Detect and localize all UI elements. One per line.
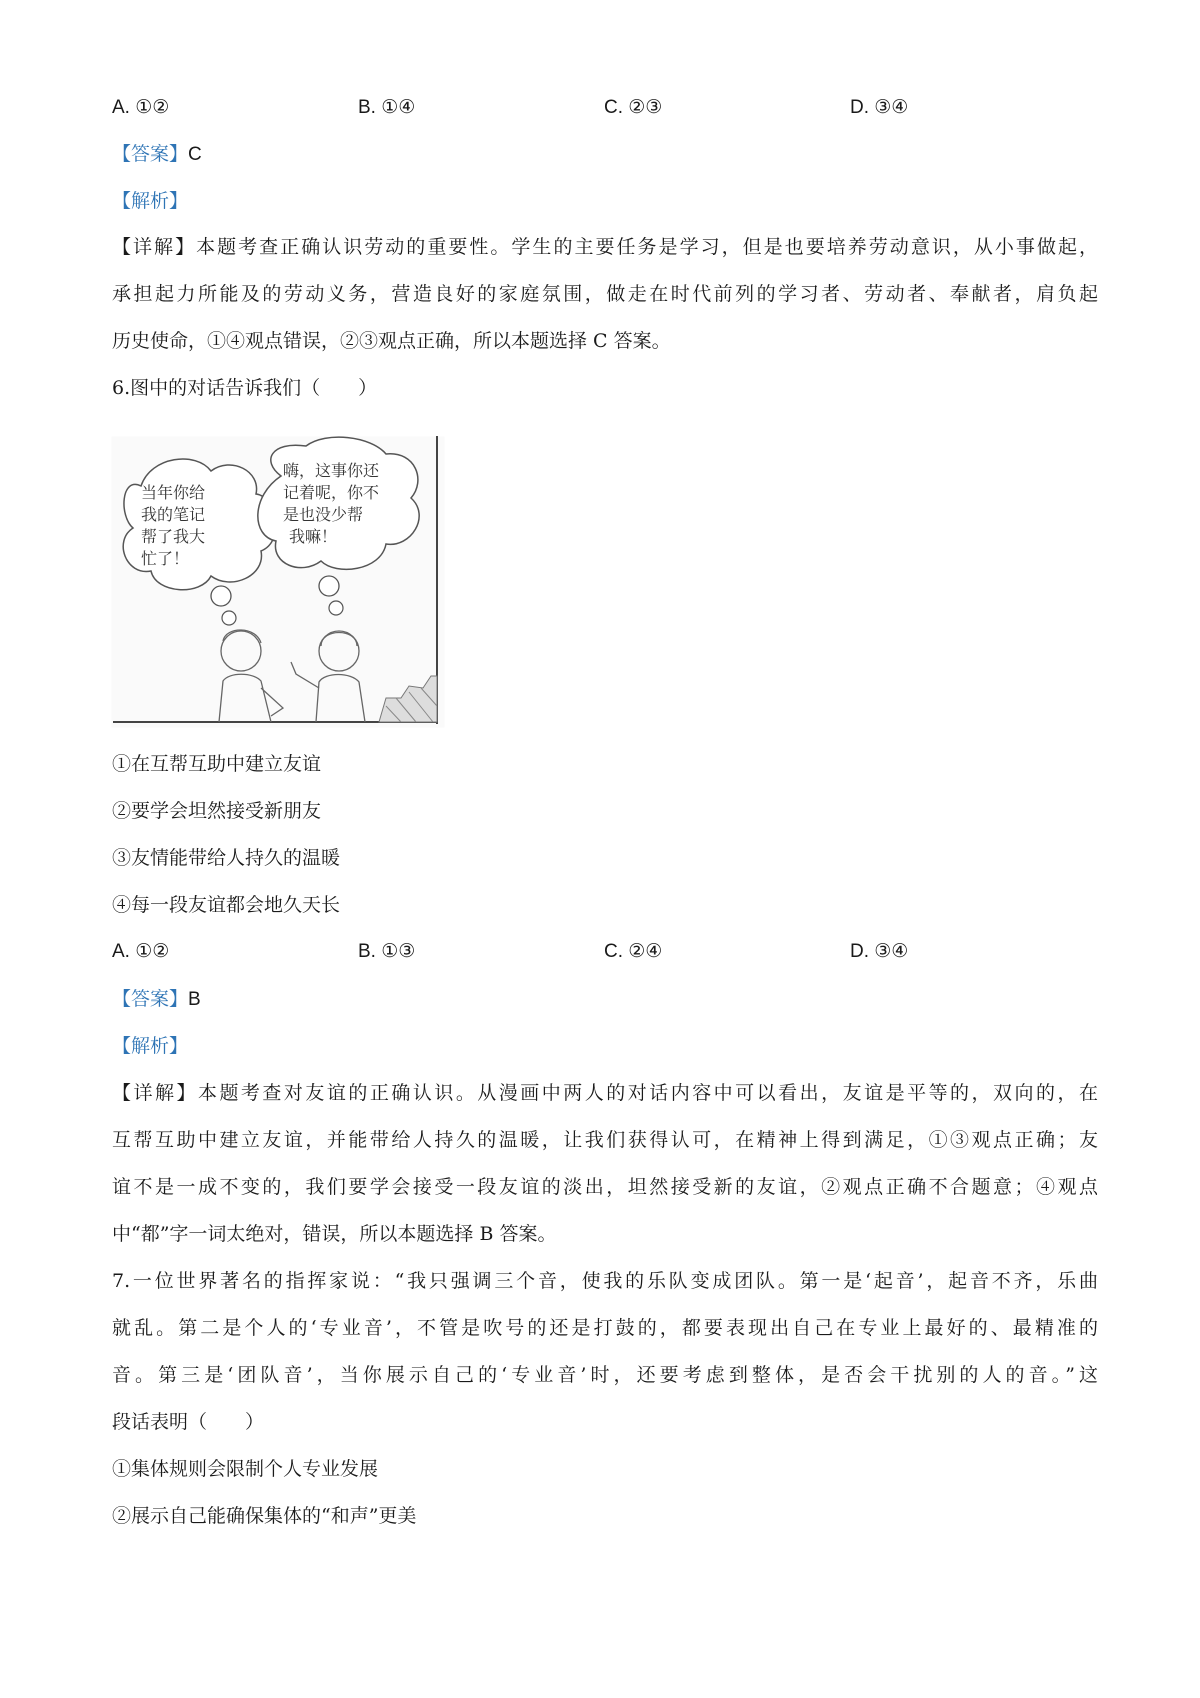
answer-label: 【答案】 [112,988,189,1010]
q5-detail-line-1: 【详解】本题考查正确认识劳动的重要性。学生的主要任务是学习，但是也要培养劳动意识，从小事做起， [112,236,1098,258]
q5-detail-line-2: 承担起力所能及的劳动义务，营造良好的家庭氛围，做走在时代前列的学习者、劳动者、奉献者，肩负起 [112,283,1098,305]
q5-analysis-label: 【解析】 [112,190,189,212]
q6-answer [112,987,201,1012]
q7-statement-2: ②展示自己能确保集体的“和声”更美 [112,1505,417,1527]
q5-option-c: C. ②③ [604,97,663,118]
q7-stem-line-1: 7.一位世界著名的指挥家说：“我只强调三个音，使我的乐队变成团队。第一是‘起音’，起音不齐，乐曲 [112,1270,1098,1292]
left-bubble-line-3: 帮了我大 [141,527,206,546]
left-bubble-line-1: 当年你给 [141,483,206,502]
q5-detail-line-3: 历史使命，①④观点错误，②③观点正确，所以本题选择 C 答案。 [112,330,671,352]
answer-label: 【答案】 [112,143,189,165]
q6-detail-line-4: 中“都”字一词太绝对，错误，所以本题选择 B 答案。 [112,1223,557,1245]
q6-stem: 6.图中的对话告诉我们（ ） [112,377,378,399]
q6-option-c: C. ②④ [604,941,663,962]
left-bubble-line-2: 我的笔记 [141,505,206,524]
q6-detail-line-2: 互帮互助中建立友谊，并能带给人持久的温暖，让我们获得认可，在精神上得到满足，①③观点正确；友 [112,1129,1098,1151]
right-bubble-line-2: 记着呢，你不 [283,483,380,502]
q6-option-d: D. ③④ [850,941,909,962]
q7-stem-line-3: 音。第三是‘团队音’，当你展示自己的‘专业音’时，还要考虑到整体，是否会干扰别的人的音。”这 [112,1364,1098,1386]
q7-statement-1: ①集体规则会限制个人专业发展 [112,1458,379,1480]
right-bubble-line-3: 是也没少帮 [283,505,364,524]
q6-option-b: B. ①③ [358,941,416,962]
q5-option-a: A. ①② [112,97,170,118]
q6-detail-line-3: 谊不是一成不变的，我们要学会接受一段友谊的淡出，坦然接受新的友谊，②观点正确不合题意；④观点 [112,1176,1098,1198]
cartoon-drawing [111,436,445,728]
q5-option-b: B. ①④ [358,97,416,118]
q6-statement-2: ②要学会坦然接受新朋友 [112,800,322,822]
q6-statement-3: ③友情能带给人持久的温暖 [112,847,341,869]
q7-stem-line-2: 就乱。第二是个人的‘专业音’，不管是吹号的还是打鼓的，都要表现出自己在专业上最好的、最精准的 [112,1317,1098,1339]
q6-statement-4: ④每一段友谊都会地久天长 [112,894,341,916]
answer-value: B [188,989,201,1010]
right-bubble-line-1: 嗨，这事你还 [283,461,380,480]
q5-option-d: D. ③④ [850,97,909,118]
q5-answer [112,142,202,167]
answer-value: C [188,144,202,165]
left-bubble-line-4: 忙了！ [141,549,190,568]
q6-analysis-label: 【解析】 [112,1035,189,1057]
q6-detail-line-1: 【详解】本题考查对友谊的正确认识。从漫画中两人的对话内容中可以看出，友谊是平等的，双向的，在 [112,1082,1098,1104]
right-bubble-line-4: 我嘛！ [289,527,338,546]
q7-stem-line-4: 段话表明（ ） [112,1411,265,1433]
q6-statement-1: ①在互帮互助中建立友谊 [112,753,322,775]
q6-cartoon-image [111,436,445,728]
q6-option-a: A. ①② [112,941,170,962]
